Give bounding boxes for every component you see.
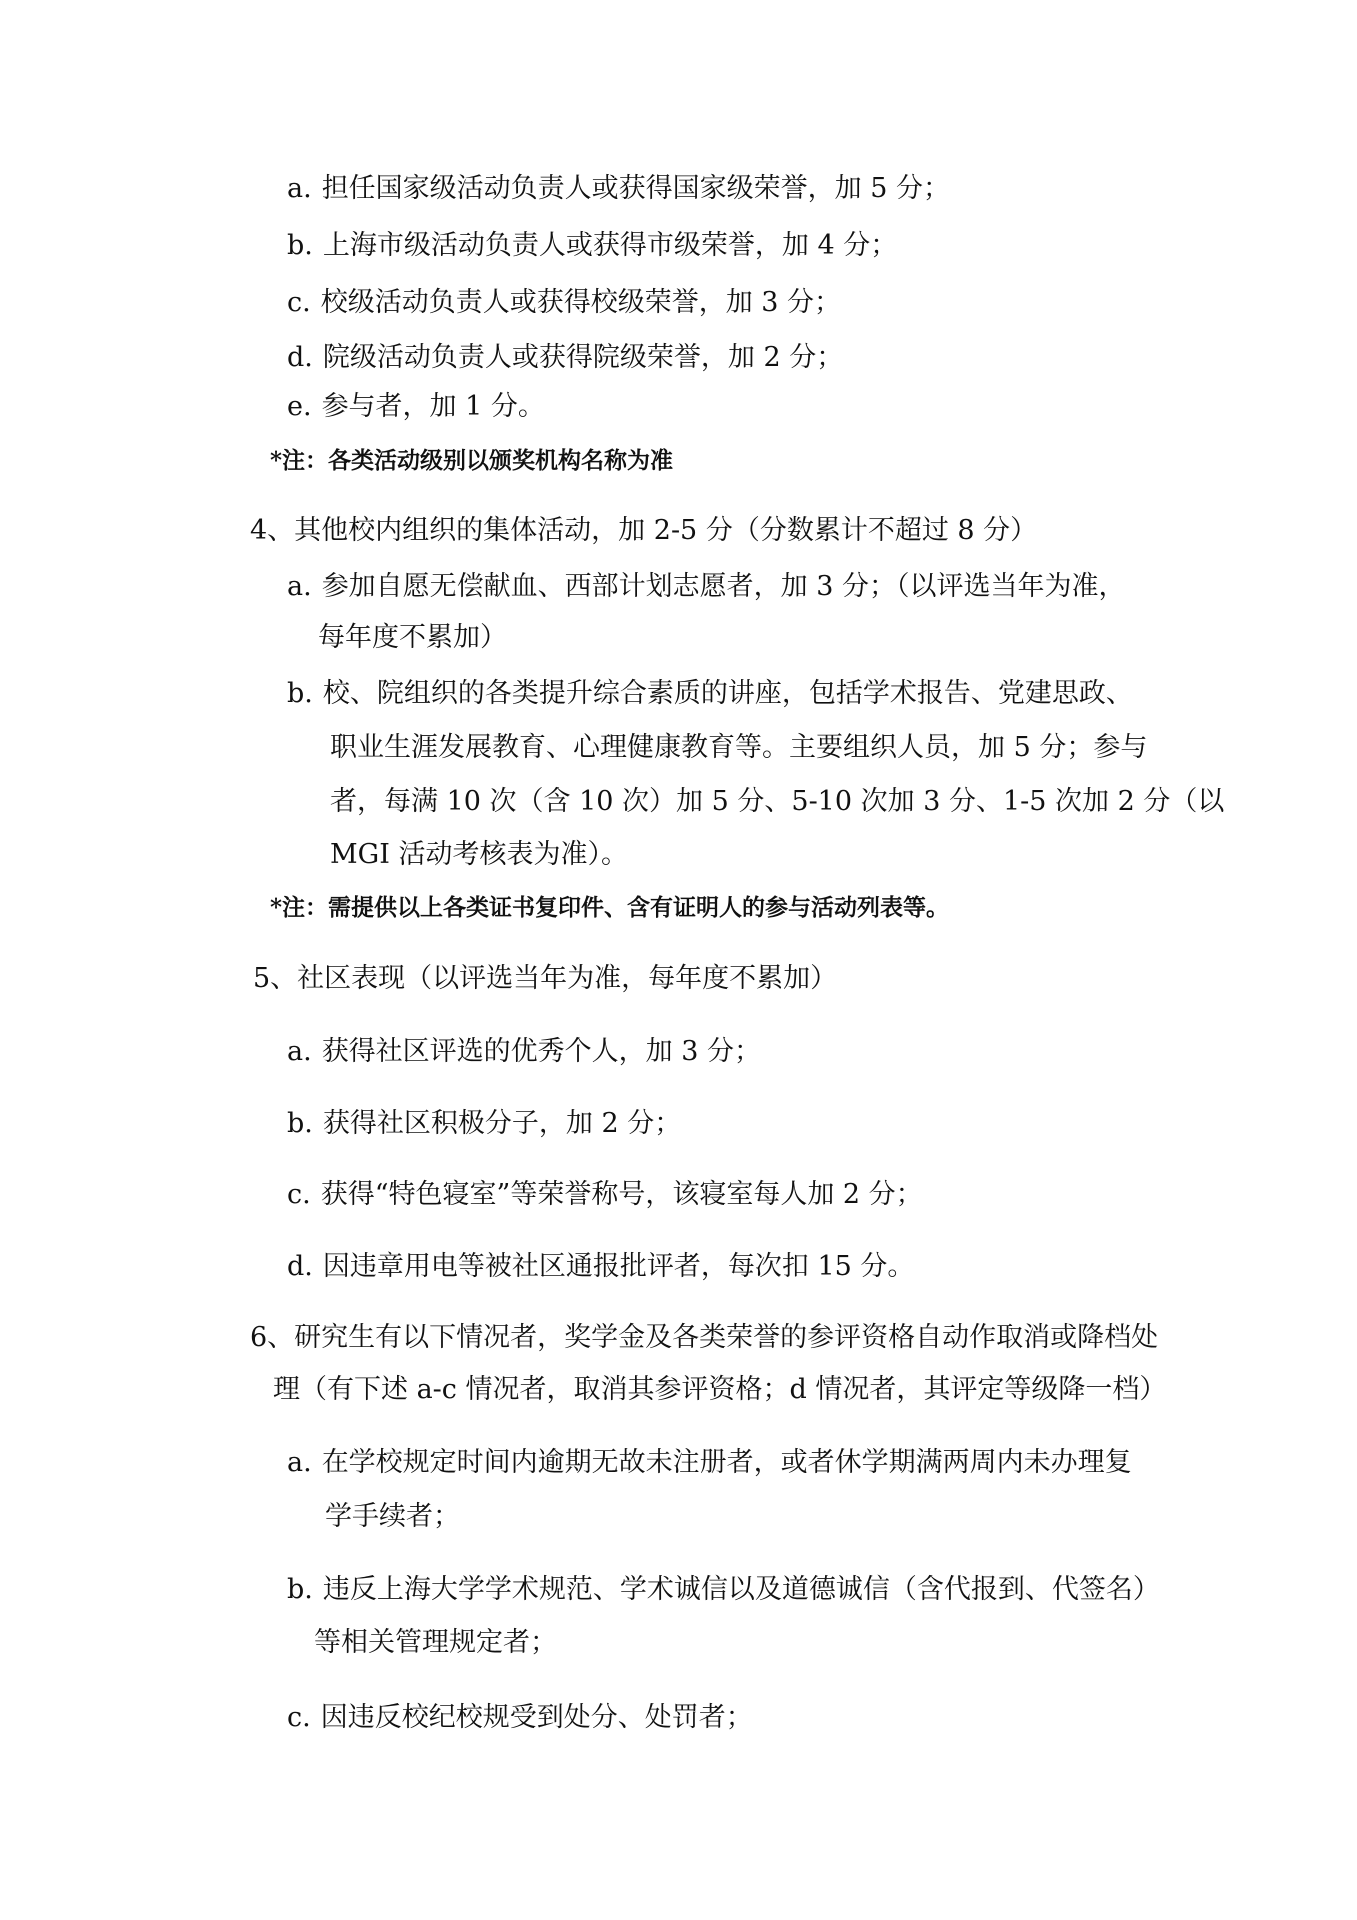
- list-item: [287, 1701, 753, 1735]
- item-text: 获得社区积极分子，加 2 分；: [322, 1108, 682, 1139]
- list-item: [287, 1446, 1132, 1480]
- item-text: 校级活动负责人或获得校级荣誉，加 3 分；: [320, 287, 842, 318]
- item-marker: d.: [287, 1251, 313, 1282]
- item-text: 违反上海大学学术规范、学术诚信以及道德诚信（含代报到、代签名）: [322, 1574, 1160, 1605]
- item-continuation: 每年度不累加）: [318, 622, 507, 653]
- item-marker: d.: [287, 342, 313, 373]
- list-item: [287, 341, 843, 375]
- item-text: 获得“特色寝室”等荣誉称号，该寝室每人加 2 分；: [320, 1179, 923, 1210]
- list-item: [287, 1573, 1160, 1607]
- note-activity-level: *注：各类活动级别以颁奖机构名称为准: [270, 447, 674, 474]
- item-text: 担任国家级活动负责人或获得国家级荣誉，加 5 分；: [321, 173, 951, 204]
- item-marker: a.: [287, 571, 312, 602]
- list-item: [287, 1250, 914, 1284]
- item-marker: b.: [287, 1574, 313, 1605]
- list-item: [287, 570, 1126, 604]
- item-continuation: 者，每满 10 次（含 10 次）加 5 分、5-10 次加 3 分、1-5 次加 2 分（以: [330, 786, 1225, 817]
- item-text: 上海市级活动负责人或获得市级荣誉，加 4 分；: [322, 230, 898, 261]
- item-text: 因违反校纪校规受到处分、处罚者；: [320, 1702, 753, 1733]
- list-item: [287, 229, 897, 263]
- item-marker: b.: [287, 230, 313, 261]
- item-text: 参加自愿无偿献血、西部计划志愿者，加 3 分；（以评选当年为准，: [321, 571, 1126, 602]
- item-continuation: 等相关管理规定者；: [314, 1627, 557, 1658]
- list-item: [287, 390, 545, 424]
- item-continuation: 学手续者；: [325, 1501, 460, 1532]
- item-marker: c.: [287, 1179, 311, 1210]
- item-marker: b.: [287, 1108, 313, 1139]
- item-text: 参与者，加 1 分。: [321, 391, 545, 422]
- item-marker: e.: [287, 391, 312, 422]
- item-marker: c.: [287, 1702, 311, 1733]
- item-text: 在学校规定时间内逾期无故未注册者，或者休学期满两周内未办理复: [321, 1447, 1132, 1478]
- list-item: [287, 677, 1133, 711]
- list-item: [287, 286, 841, 320]
- item-marker: c.: [287, 287, 311, 318]
- list-item: [287, 1107, 681, 1141]
- item-text: 获得社区评选的优秀个人，加 3 分；: [321, 1036, 762, 1067]
- item-continuation: MGI 活动考核表为准）。: [330, 839, 628, 870]
- list-item: [287, 1035, 761, 1069]
- section-6-title-continuation: 理（有下述 a-c 情况者，取消其参评资格；d 情况者，其评定等级降一档）: [273, 1374, 1167, 1405]
- item-marker: b.: [287, 678, 313, 709]
- section-4-title: 4、其他校内组织的集体活动，加 2-5 分（分数累计不超过 8 分）: [250, 515, 1038, 546]
- item-continuation: 职业生涯发展教育、心理健康教育等。主要组织人员，加 5 分；参与: [330, 732, 1148, 763]
- item-text: 院级活动负责人或获得院级荣誉，加 2 分；: [322, 342, 844, 373]
- item-marker: a.: [287, 1036, 312, 1067]
- item-marker: a.: [287, 1447, 312, 1478]
- section-6-title: 6、研究生有以下情况者，奖学金及各类荣誉的参评资格自动作取消或降档处: [250, 1322, 1159, 1353]
- list-item: [287, 172, 950, 206]
- list-item: [287, 1178, 923, 1212]
- item-marker: a.: [287, 173, 312, 204]
- item-text: 因违章用电等被社区通报批评者，每次扣 15 分。: [322, 1251, 915, 1282]
- note-certificates: *注：需提供以上各类证书复印件、含有证明人的参与活动列表等。: [270, 894, 950, 921]
- section-5-title: 5、社区表现（以评选当年为准，每年度不累加）: [253, 963, 838, 994]
- item-text: 校、院组织的各类提升综合素质的讲座，包括学术报告、党建思政、: [322, 678, 1133, 709]
